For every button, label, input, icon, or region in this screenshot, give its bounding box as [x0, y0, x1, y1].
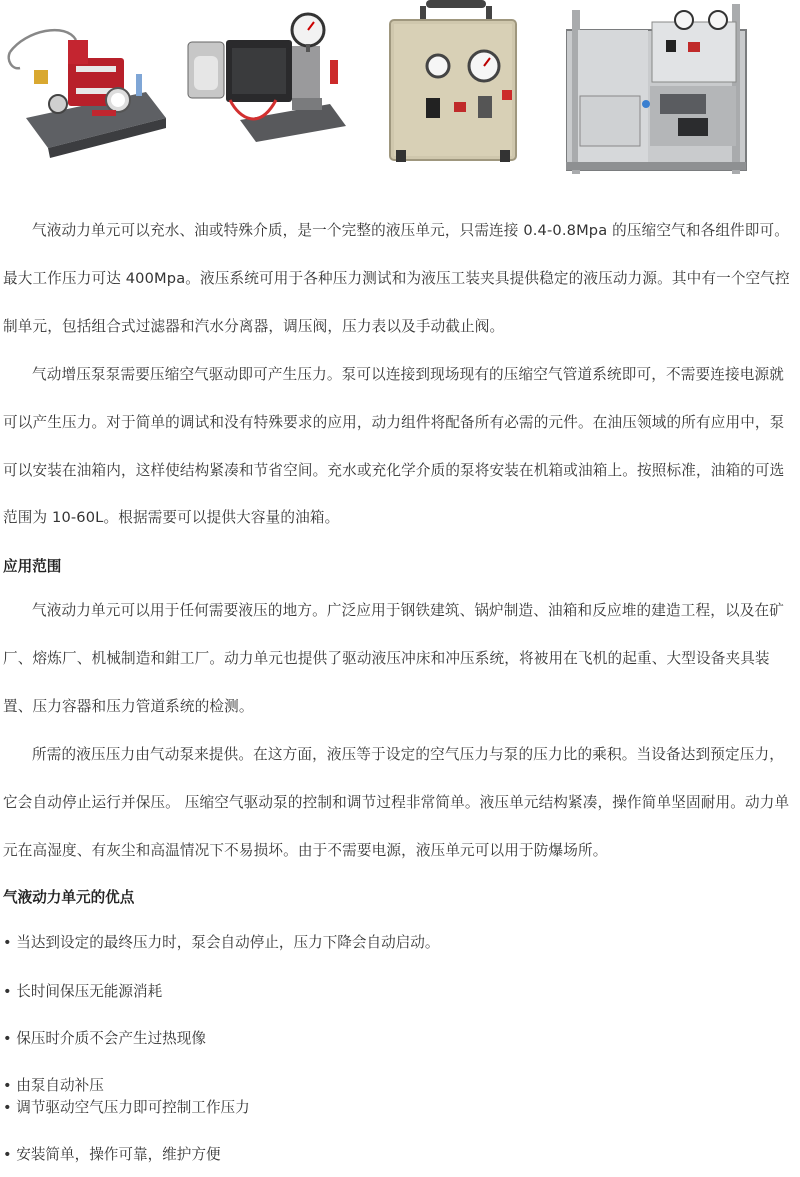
application-heading: 应用范围: [3, 558, 62, 575]
product-image-3: [386, 0, 522, 166]
advantages-heading: 气液动力单元的优点: [3, 889, 135, 906]
product-image-2: [180, 0, 350, 160]
product-image-row: [0, 0, 800, 190]
product-image-4: [566, 0, 754, 180]
intro-paragraph-1: 气液动力单元可以充水、油或特殊介质，是一个完整的液压单元，只需连接 0.4-0.8Mpa 的压缩空气和各组件即可。最大工作压力可达 400Mpa。液压系统可用于各种压力测试和为液压工装夹具提供稳定的液压动力源。其中有一个空气控制单元，包括组合式过滤器和汽水分离器，调压阀，压力表以及手动截止阀。: [3, 222, 790, 335]
product-image-1: [6, 0, 168, 160]
advantage-item-1: • 当达到设定的最终压力时，泵会自动停止，压力下降会自动启动。: [3, 934, 440, 951]
advantage-item-2: • 长时间保压无能源消耗: [3, 983, 163, 1000]
intro-paragraph-2: 气动增压泵泵需要压缩空气驱动即可产生压力。泵可以连接到现场现有的压缩空气管道系统即可，不需要连接电源就可以产生压力。对于简单的调试和没有特殊要求的应用，动力组件将配备所有必需的元件。在油压领域的所有应用中，泵可以安装在油箱内，这样使结构紧凑和节省空间。充水或充化学介质的泵将安装在机箱或油箱上。按照标准，油箱的可选范围为 10-60L。根据需要可以提供大容量的油箱。: [3, 366, 785, 527]
advantage-item-5: • 调节驱动空气压力即可控制工作压力: [3, 1099, 250, 1116]
advantage-item-3: • 保压时介质不会产生过热现像: [3, 1030, 206, 1047]
application-paragraph-2: 所需的液压压力由气动泵来提供。在这方面，液压等于设定的空气压力与泵的压力比的乘积。当设备达到预定压力，它会自动停止运行并保压。 压缩空气驱动泵的控制和调节过程非常简单。液压单元结构紧凑，操作简单坚固耐用。动力单元在高湿度、有灰尘和高温情况下不易损坏。由于不需要电源，液压单元可以用于防爆场所。: [3, 746, 790, 859]
advantage-item-6: • 安装简单，操作可靠，维护方便: [3, 1146, 221, 1163]
application-paragraph-1: 气液动力单元可以用于任何需要液压的地方。广泛应用于钢铁建筑、锅炉制造、油箱和反应堆的建造工程，以及在矿厂、熔炼厂、机械制造和鉗工厂。动力单元也提供了驱动液压冲床和冲压系统，将被用在飞机的起重、大型设备夹具装置、压力容器和压力管道系统的检测。: [3, 602, 784, 715]
advantage-item-4: • 由泵自动补压: [3, 1077, 104, 1094]
